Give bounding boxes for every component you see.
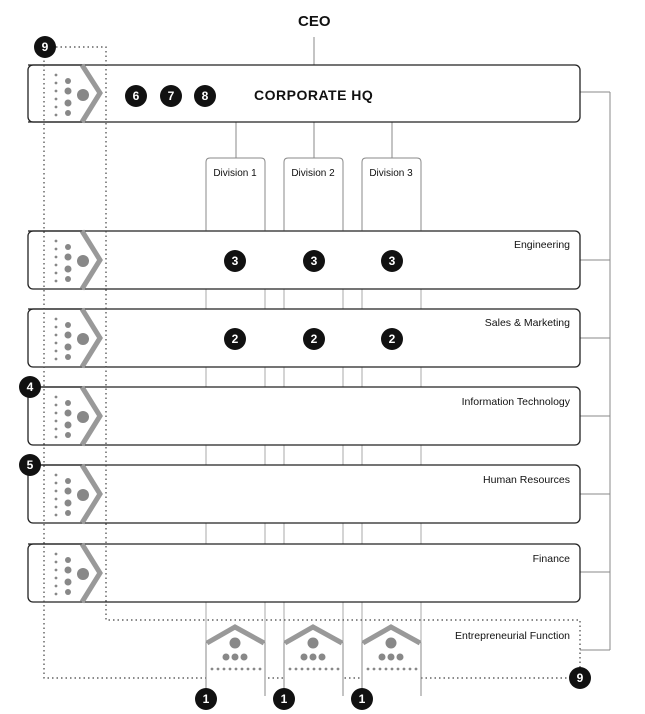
function-label-sales-marketing: Sales & Marketing <box>484 317 570 329</box>
hr-side-badge: 5 <box>19 454 41 476</box>
division-2-label: Division 2 <box>291 168 335 179</box>
function-label-entrepreneurial: Entrepreneurial Function <box>455 630 570 642</box>
sales-badge-div1: 2 <box>224 328 246 350</box>
engineering-badge-div1: 3 <box>224 250 246 272</box>
hq-division-connectors <box>236 122 392 158</box>
hq-badge-6: 6 <box>125 85 147 107</box>
function-label-engineering: Engineering <box>513 239 570 251</box>
entrepreneurial-badge-div3: 1 <box>351 688 373 710</box>
ceo-label: CEO <box>298 13 331 30</box>
division-3-label: Division 3 <box>369 168 413 179</box>
function-label-finance: Finance <box>532 553 570 565</box>
corporate-hq-label: CORPORATE HQ <box>254 87 374 103</box>
right-bracket <box>580 92 610 650</box>
function-row-5 <box>28 544 580 602</box>
sales-badge-div2: 2 <box>303 328 325 350</box>
hq-badge-8: 8 <box>194 85 216 107</box>
loop-badge-top: 9 <box>34 36 56 58</box>
loop-badge-bottom: 9 <box>569 667 591 689</box>
entrepreneurial-unit-1 <box>206 625 265 696</box>
function-label-human-resources: Human Resources <box>483 474 570 486</box>
function-label-information-technology: Information Technology <box>461 396 570 408</box>
entrepreneurial-unit-2 <box>284 625 343 696</box>
it-side-badge: 4 <box>19 376 41 398</box>
entrepreneurial-badge-div1: 1 <box>195 688 217 710</box>
sales-badge-div3: 2 <box>381 328 403 350</box>
entrepreneurial-badge-div2: 1 <box>273 688 295 710</box>
function-rows <box>28 231 580 602</box>
hq-badge-7: 7 <box>160 85 182 107</box>
engineering-badge-div3: 3 <box>381 250 403 272</box>
entrepreneurial-unit-3 <box>362 625 421 696</box>
division-1-label: Division 1 <box>213 168 257 179</box>
entrepreneurial-units <box>206 625 421 696</box>
engineering-badge-div2: 3 <box>303 250 325 272</box>
